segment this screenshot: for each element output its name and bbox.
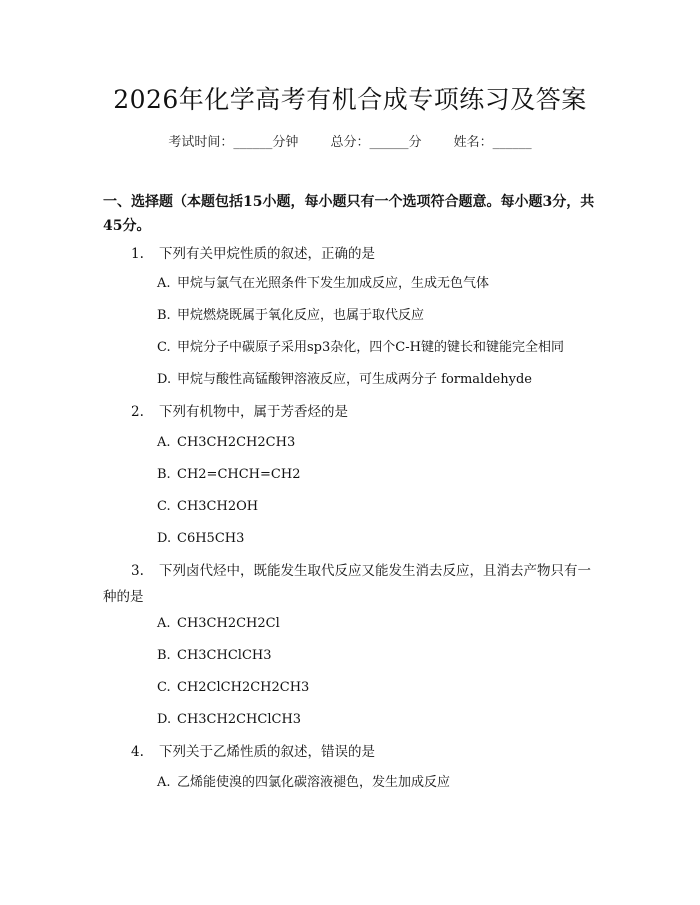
- q2-option-a: A. CH3CH2CH2CH3: [157, 435, 296, 450]
- total-score-field: 总分：______分: [330, 135, 422, 150]
- question-number: 1.: [131, 246, 144, 262]
- exam-time-field: 考试时间：______分钟: [168, 135, 299, 150]
- q1-option-a: A. 甲烷与氯气在光照条件下发生加成反应，生成无色气体: [157, 276, 490, 291]
- section-heading: 一、选择题（本题包括15小题，每小题只有一个选项符合题意。每小题3分，共45分。: [103, 194, 595, 234]
- question-text: 下列关于乙烯性质的叙述，错误的是: [159, 744, 375, 760]
- q2-option-c: C. CH3CH2OH: [157, 499, 259, 514]
- question-4: [103, 739, 603, 765]
- q3-option-b: B. CH3CHClCH3: [157, 648, 272, 663]
- question-number: 4.: [131, 744, 144, 760]
- question-text-line1: 下列卤代烃中，既能发生取代反应又能发生消去反应，且消去产物只有一: [159, 563, 591, 579]
- document-title: 2026年化学高考有机合成专项练习及答案: [113, 85, 587, 114]
- q3-option-c: C. CH2ClCH2CH2CH3: [157, 680, 310, 695]
- q4-option-a: A. 乙烯能使溴的四氯化碳溶液褪色，发生加成反应: [157, 775, 451, 790]
- q1-option-c: C. 甲烷分子中碳原子采用sp3杂化，四个C-H键的键长和键能完全相同: [157, 340, 564, 355]
- question-number: 2.: [131, 404, 144, 420]
- question-text-line2: 种的是: [103, 589, 144, 605]
- question-text: 下列有机物中，属于芳香烃的是: [159, 404, 348, 420]
- question-3: [103, 558, 603, 610]
- q2-option-b: B. CH2=CHCH=CH2: [157, 467, 301, 482]
- question-2: [103, 399, 603, 425]
- q3-option-a: A. CH3CH2CH2Cl: [157, 616, 280, 631]
- q1-option-d: D. 甲烷与酸性高锰酸钾溶液反应，可生成两分子 formaldehyde: [157, 372, 532, 387]
- question-1: [103, 241, 603, 267]
- q3-option-d: D. CH3CH2CHClCH3: [157, 712, 302, 727]
- name-field: 姓名：______: [453, 135, 532, 150]
- exam-meta-line: [0, 131, 700, 150]
- question-text: 下列有关甲烷性质的叙述，正确的是: [159, 246, 375, 262]
- q1-option-b: B. 甲烷燃烧既属于氧化反应，也属于取代反应: [157, 308, 425, 323]
- question-number: 3.: [131, 563, 144, 579]
- q2-option-d: D. C6H5CH3: [157, 531, 245, 546]
